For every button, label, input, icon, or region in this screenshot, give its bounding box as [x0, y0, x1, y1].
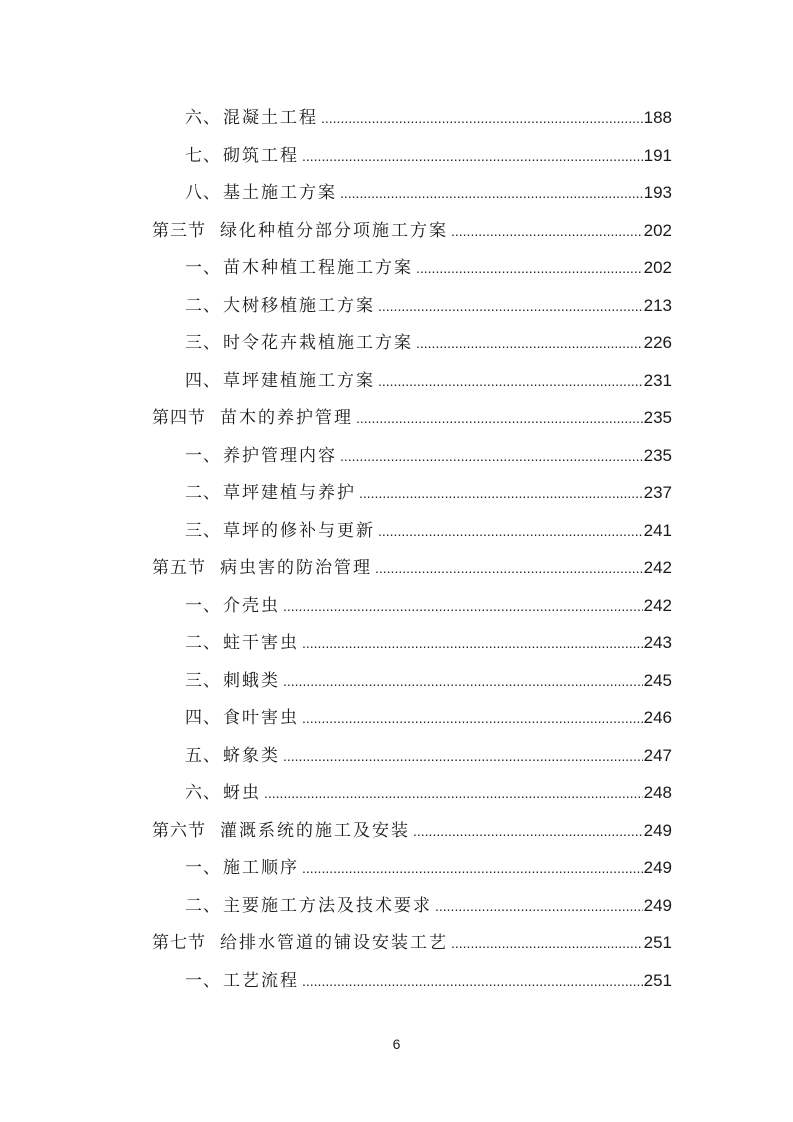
toc-entry-page: 202	[643, 220, 672, 240]
toc-entry-page: 243	[643, 633, 672, 652]
toc-entry[interactable]	[152, 967, 672, 1005]
toc-entry[interactable]	[152, 142, 672, 180]
toc-entry[interactable]	[152, 179, 672, 217]
toc-entry-page: 193	[643, 183, 672, 202]
toc-entry-title: 砌筑工程	[223, 145, 299, 166]
toc-entry-number: 八、	[185, 183, 221, 203]
toc-section-entry[interactable]	[152, 929, 672, 967]
toc-entry-page: 202	[643, 258, 672, 277]
dot-leader	[302, 967, 643, 995]
toc-entry-number: 三、	[185, 520, 221, 541]
toc-entry[interactable]	[152, 742, 672, 780]
toc-entry-number: 二、	[185, 295, 221, 316]
toc-entry[interactable]	[152, 592, 672, 630]
toc-section-title: 给排水管道的铺设安装工艺	[220, 933, 448, 953]
toc-entry-number: 一、	[185, 445, 221, 466]
toc-entry-page: 237	[643, 483, 672, 502]
dot-leader	[451, 217, 643, 245]
toc-entry-title: 草坪的修补与更新	[223, 520, 375, 541]
dot-leader	[321, 104, 643, 132]
dot-leader	[356, 404, 643, 432]
toc-section-number: 第七节	[152, 933, 206, 953]
toc-entry-title: 蛀干害虫	[223, 633, 299, 653]
toc-entry[interactable]	[152, 854, 672, 892]
toc-entry-number: 七、	[185, 145, 221, 166]
toc-entry[interactable]	[152, 704, 672, 742]
toc-section-entry[interactable]	[152, 217, 672, 255]
toc-entry-title: 草坪建植施工方案	[223, 370, 375, 391]
dot-leader	[378, 517, 643, 545]
dot-leader	[283, 667, 643, 695]
toc-entry-page: 246	[643, 708, 672, 727]
toc-entry[interactable]	[152, 442, 672, 480]
toc-entry[interactable]	[152, 892, 672, 930]
dot-leader	[359, 479, 643, 507]
toc-entry[interactable]	[152, 779, 672, 817]
toc-entry-title: 基土施工方案	[223, 183, 337, 203]
toc-section-number: 第六节	[152, 820, 206, 841]
toc-entry-title: 工艺流程	[223, 970, 299, 991]
toc-entry-number: 一、	[185, 970, 221, 991]
toc-entry-page: 248	[643, 783, 672, 802]
toc-entry-number: 一、	[185, 258, 221, 278]
toc-entry-number: 二、	[185, 633, 221, 653]
toc-entry[interactable]	[152, 367, 672, 405]
toc-entry-page: 241	[643, 520, 672, 540]
toc-entry-title: 介壳虫	[223, 595, 280, 616]
dot-leader	[283, 592, 643, 620]
toc-entry-title: 蛴象类	[223, 745, 280, 766]
toc-entry-page: 191	[643, 145, 672, 165]
toc-entry[interactable]	[152, 329, 672, 367]
toc-section-number: 第四节	[152, 408, 206, 428]
toc-entry[interactable]	[152, 667, 672, 705]
toc-entry-title: 时令花卉栽植施工方案	[223, 333, 413, 353]
toc-entry-title: 蚜虫	[223, 783, 261, 803]
dot-leader	[375, 554, 643, 582]
toc-section-number: 第五节	[152, 558, 206, 578]
toc-entry-number: 六、	[185, 108, 221, 128]
toc-entry-title: 刺蛾类	[223, 670, 280, 691]
table-of-contents	[152, 104, 672, 1004]
toc-section-title: 病虫害的防治管理	[220, 558, 372, 578]
toc-entry-page: 249	[643, 820, 672, 840]
toc-entry[interactable]	[152, 104, 672, 142]
toc-entry-title: 养护管理内容	[223, 445, 337, 466]
toc-entry-title: 草坪建植与养护	[223, 483, 356, 503]
dot-leader	[378, 292, 643, 320]
toc-entry[interactable]	[152, 254, 672, 292]
toc-entry-page: 242	[643, 558, 672, 577]
dot-leader	[302, 629, 643, 657]
toc-entry-page: 235	[643, 408, 672, 427]
toc-section-title: 灌溉系统的施工及安装	[220, 820, 410, 841]
toc-section-entry[interactable]	[152, 817, 672, 855]
toc-entry-number: 一、	[185, 858, 221, 878]
toc-entry-page: 249	[643, 858, 672, 877]
toc-section-entry[interactable]	[152, 404, 672, 442]
toc-entry-number: 六、	[185, 783, 221, 803]
toc-entry-page: 247	[643, 745, 672, 765]
toc-entry-page: 251	[643, 933, 672, 952]
dot-leader	[451, 929, 643, 957]
toc-entry-number: 四、	[185, 708, 221, 728]
toc-entry-page: 213	[643, 295, 672, 315]
toc-entry-page: 242	[643, 595, 672, 615]
toc-entry-page: 226	[643, 333, 672, 352]
toc-entry[interactable]	[152, 479, 672, 517]
toc-entry-title: 施工顺序	[223, 858, 299, 878]
toc-entry-number: 三、	[185, 670, 221, 691]
toc-section-title: 绿化种植分部分项施工方案	[220, 220, 448, 241]
dot-leader	[413, 817, 643, 845]
toc-entry-page: 188	[643, 108, 672, 127]
toc-entry-title: 混凝土工程	[223, 108, 318, 128]
toc-entry-page: 249	[643, 895, 672, 915]
toc-entry-page: 245	[643, 670, 672, 690]
dot-leader	[340, 179, 643, 207]
toc-entry[interactable]	[152, 517, 672, 555]
dot-leader	[435, 892, 643, 920]
dot-leader	[302, 142, 643, 170]
toc-entry-title: 苗木种植工程施工方案	[223, 258, 413, 278]
dot-leader	[283, 742, 643, 770]
dot-leader	[302, 854, 643, 882]
dot-leader	[416, 329, 643, 357]
toc-entry-title: 大树移植施工方案	[223, 295, 375, 316]
toc-entry-title: 主要施工方法及技术要求	[223, 895, 432, 916]
toc-entry-number: 五、	[185, 745, 221, 766]
toc-section-number: 第三节	[152, 220, 206, 241]
toc-entry-title: 食叶害虫	[223, 708, 299, 728]
toc-entry[interactable]	[152, 292, 672, 330]
dot-leader	[264, 779, 643, 807]
dot-leader	[302, 704, 643, 732]
toc-entry-page: 235	[643, 445, 672, 465]
toc-entry-number: 二、	[185, 483, 221, 503]
toc-section-title: 苗木的养护管理	[220, 408, 353, 428]
toc-entry-number: 二、	[185, 895, 221, 916]
toc-section-entry[interactable]	[152, 554, 672, 592]
page-number: 6	[392, 1036, 401, 1052]
toc-entry-number: 四、	[185, 370, 221, 391]
toc-entry[interactable]	[152, 629, 672, 667]
dot-leader	[378, 367, 643, 395]
toc-entry-page: 231	[643, 370, 672, 390]
dot-leader	[340, 442, 643, 470]
dot-leader	[416, 254, 643, 282]
toc-entry-number: 一、	[185, 595, 221, 616]
toc-entry-page: 251	[643, 970, 672, 990]
toc-entry-number: 三、	[185, 333, 221, 353]
